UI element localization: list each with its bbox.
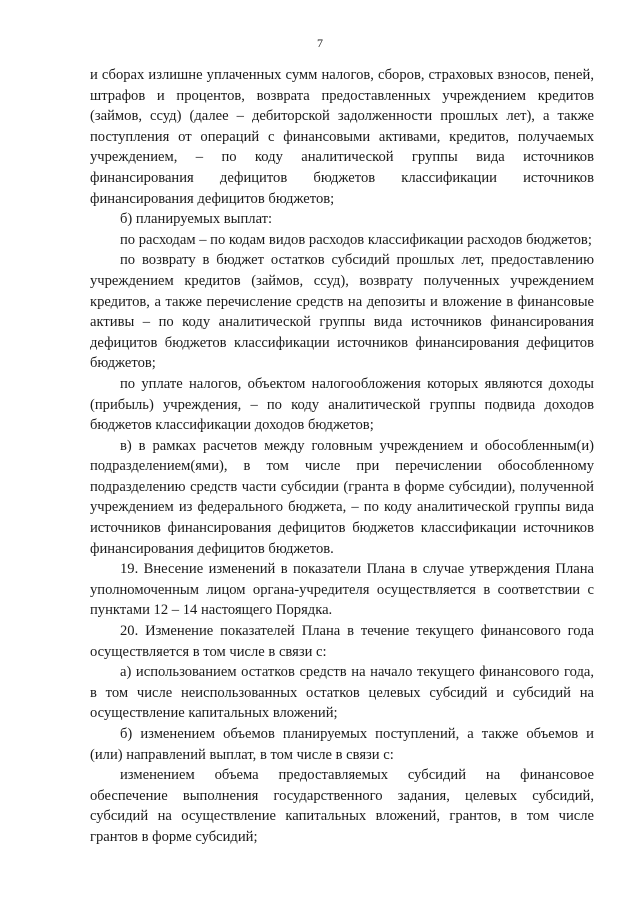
page-number: 7 bbox=[317, 36, 323, 50]
document-body bbox=[90, 65, 594, 848]
paragraph-subsidy-change: изменением объема предоставляемых субсидий на финансовое обеспечение выполнения государственного задания, целевых субсидий, субсидий на осуществление капитальных вложений, грантов, в том числе грантов в форме субсидий; bbox=[90, 767, 594, 845]
paragraph-continuation: и сборах излишне уплаченных сумм налогов, сборов, страховых взносов, пеней, штрафов и процентов, возврата предоставленных учреждением кредитов (займов, ссуд) (далее – дебиторской задолженности прошлых лет), а также поступления от операций с финансовыми активами, кредитов, получаемых учреждением, – по коду аналитической группы вида источников финансирования дефицитов бюджетов классификации источников финансирования дефицитов бюджетов; bbox=[90, 67, 594, 207]
paragraph-item-20a: а) использованием остатков средств на начало текущего финансового года, в том числе неиспользованных остатков целевых субсидий и субсидий на осуществление капитальных вложений; bbox=[90, 664, 594, 722]
paragraph-taxes: по уплате налогов, объектом налогообложения которых являются доходы (прибыль) учреждения, – по коду аналитической группы подвида доходов бюджетов классификации доходов бюджетов; bbox=[90, 375, 594, 434]
paragraph-item-20: 20. Изменение показателей Плана в течение текущего финансового года осуществляется в том числе в связи с: bbox=[90, 623, 594, 660]
paragraph-item-20b: б) изменением объемов планируемых поступлений, а также объемов и (или) направлений выплат, в том числе в связи с: bbox=[90, 726, 594, 763]
paragraph-planned-payments: б) планируемых выплат: bbox=[120, 211, 273, 228]
paragraph-item-19: 19. Внесение изменений в показатели Плана в случае утверждения Плана уполномоченным лицом органа-учредителя осуществляется в соответствии с пунктами 12 – 14 настоящего Порядка. bbox=[90, 561, 594, 619]
paragraph-expenses: по расходам – по кодам видов расходов классификации расходов бюджетов; bbox=[120, 231, 592, 248]
paragraph-subsidy-return: по возврату в бюджет остатков субсидий прошлых лет, предоставлению учреждением кредитов (займов, ссуд), возврату полученных учреждением кредитов, а также перечисление средств на депозиты и вложение в финансовые активы – по коду аналитической группы вида источников финансирования дефицитов бюджетов классификации источников финансирования дефицитов бюджетов; bbox=[90, 252, 594, 372]
paragraph-settlements: в) в рамках расчетов между головным учреждением и обособленным(и) подразделением(ями), в том числе при перечислении обособленному подразделению средств части субсидии (гранта в форме субсидии), полученной учреждением из федерального бюджета, – по коду аналитической группы вида источников финансирования дефицитов бюджетов классификации источников финансирования дефицитов бюджетов. bbox=[90, 437, 594, 557]
